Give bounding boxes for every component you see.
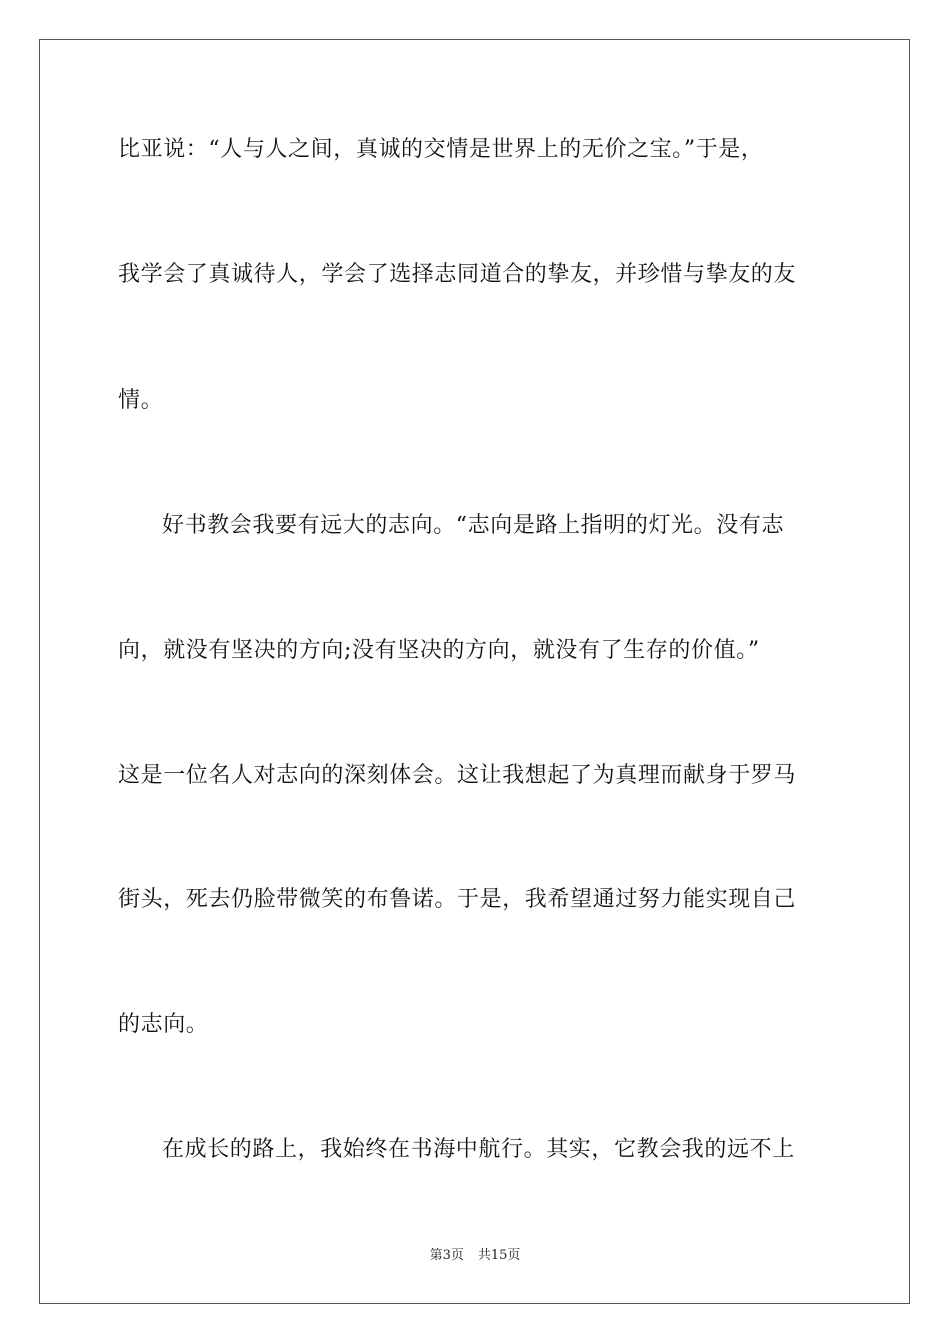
text-line-9: 在成长的路上，我始终在书海中航行。其实，它教会我的远不上 [162, 1137, 795, 1162]
text-line-6: 这是一位名人对志向的深刻体会。这让我想起了为真理而献身于罗马 [118, 763, 797, 788]
page-number: 第3页 [429, 1248, 464, 1263]
page-border [39, 39, 910, 1304]
page-footer [0, 1247, 950, 1265]
text-line-8: 的志向。 [118, 1012, 209, 1037]
page-total: 共15页 [477, 1248, 521, 1263]
text-line-4: 好书教会我要有远大的志向。“志向是路上指明的灯光。没有志 [162, 513, 785, 538]
text-line-7: 街头，死去仍脸带微笑的布鲁诺。于是，我希望通过努力能实现自己 [118, 887, 797, 912]
text-line-3: 情。 [118, 388, 164, 413]
text-line-1: 比亚说：“人与人之间，真诚的交情是世界上的无价之宝。”于是， [118, 137, 764, 162]
text-line-5: 向，就没有坚决的方向;没有坚决的方向，就没有了生存的价值。” [118, 638, 760, 663]
text-line-2: 我学会了真诚待人，学会了选择志同道合的挚友，并珍惜与挚友的友 [118, 262, 797, 287]
